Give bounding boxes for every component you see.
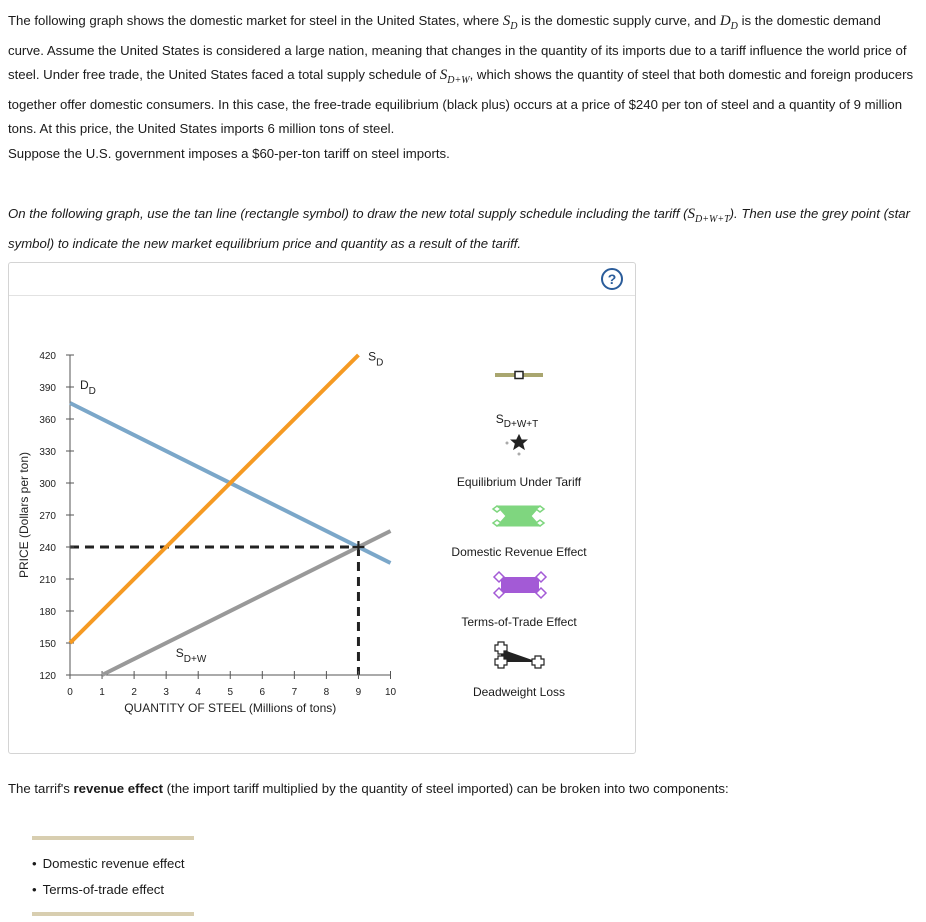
dd-symbol: $D_D$: [719, 13, 738, 32]
graph-panel: [8, 262, 636, 754]
y-tick-label: 270: [39, 511, 56, 522]
rectangle-icon: [515, 372, 523, 379]
answer-drop-zone[interactable]: [32, 836, 194, 916]
y-axis-label: PRICE (Dollars per ton): [17, 451, 31, 579]
purple-area-icon: [501, 577, 539, 593]
x-tick-label: 6: [259, 687, 266, 698]
tool-equilibrium[interactable]: [457, 435, 582, 489]
x-tick-label: 0: [67, 687, 73, 698]
guide-lines: [70, 547, 358, 675]
answer-list: [32, 851, 185, 903]
x-axis-label: QUANTITY OF STEEL (Millions of tons): [124, 701, 337, 715]
x-tick-label: 3: [163, 687, 169, 698]
green-area-icon: [497, 506, 540, 526]
x-tick-label: 5: [227, 687, 234, 698]
answer-item-terms-of-trade[interactable]: • Terms-of-trade effect: [32, 877, 185, 903]
vertex-handle: [532, 656, 544, 668]
answer-item-domestic-revenue[interactable]: • Domestic revenue effect: [32, 851, 185, 877]
help-button[interactable]: ?: [601, 268, 623, 290]
deadweight-loss-label: Deadweight Loss: [472, 685, 566, 699]
star-icon: [511, 435, 526, 449]
tool-domestic-revenue[interactable]: [451, 506, 587, 559]
y-tick-label: 240: [39, 543, 56, 554]
tool-deadweight-loss[interactable]: [473, 642, 565, 699]
y-tick-label: 360: [39, 415, 56, 426]
supply-curve-sdw[interactable]: [102, 531, 390, 675]
sdwt-symbol: $S_{D+W+T}$: [687, 206, 730, 225]
y-tick-label: 150: [39, 639, 56, 650]
star-dot: [518, 453, 521, 456]
revenue-paragraph: The tarrif's revenue effect (the import tariff multiplied by the quantity of steel imported) can be broken into two components:: [8, 781, 729, 796]
sdwt-label: $S_{D+W+T}$: [495, 412, 539, 430]
labels-layer: [80, 349, 383, 665]
terms-of-trade-label: Terms-of-Trade Effect: [461, 615, 577, 629]
instructions: On the following graph, use the tan line (rectangle symbol) to draw the new total supply schedule including the tariff $(S_{D+W+T})$. Then use the grey point (star symbol) to indicate the new market equilibrium price and quantity as a result of the tariff.: [8, 206, 910, 251]
sd-label: $S_D$: [368, 349, 384, 369]
x-tick-label: 8: [323, 687, 330, 698]
chart[interactable]: [9, 263, 635, 753]
x-tick-label: 7: [291, 687, 298, 698]
y-tick-label: 120: [39, 671, 56, 682]
x-tick-label: 9: [355, 687, 362, 698]
sdw-symbol: $S_{D+W}$: [439, 67, 470, 86]
y-tick-label: 420: [39, 351, 56, 362]
intro-paragraph: The following graph shows the domestic market for steel in the United States, where $S_D$ is the domestic supply curve, and $D_D$ is the domestic demand curve. Assume the United States is considered a large nation, meaning that changes in the quantity of its imports due to a tariff influence the world price of steel. Under free trade, the United States faced a total supply schedule of $S_{D+W}$, which shows the quantity of steel that both domestic and foreign producers together offer domestic consumers. In this case, the free-trade equilibrium (black plus) occurs at a price of $240 per ton of steel and a quantity of 9 million tons. At this price, the United States imports 6 million tons of steel.: [8, 13, 914, 136]
x-tick-label: 2: [131, 687, 137, 698]
equilibrium-label: Equilibrium Under Tariff: [456, 475, 582, 489]
y-tick-label: 330: [39, 447, 56, 458]
x-tick-label: 1: [99, 687, 105, 698]
sd-symbol: $S_D$: [502, 13, 518, 32]
x-tick-label: 4: [195, 687, 201, 698]
tool-sdwt[interactable]: [495, 372, 543, 431]
tariff-statement: Suppose the U.S. government imposes a $60-per-ton tariff on steel imports.: [8, 146, 450, 161]
y-tick-label: 210: [39, 575, 56, 586]
star-dot: [506, 442, 509, 445]
y-tick-label: 390: [39, 383, 56, 394]
dd-label: $D_D$: [80, 378, 96, 398]
sdw-label: $S_{D+W}$: [175, 645, 207, 665]
y-tick-label: 180: [39, 607, 56, 618]
supply-curve-sd[interactable]: [70, 355, 358, 643]
x-tick-label: 10: [384, 687, 397, 698]
series-layer: [70, 355, 391, 675]
y-tick-label: 300: [39, 479, 56, 490]
tool-terms-of-trade[interactable]: [461, 572, 577, 629]
domestic-revenue-label: Domestic Revenue Effect: [451, 545, 587, 559]
